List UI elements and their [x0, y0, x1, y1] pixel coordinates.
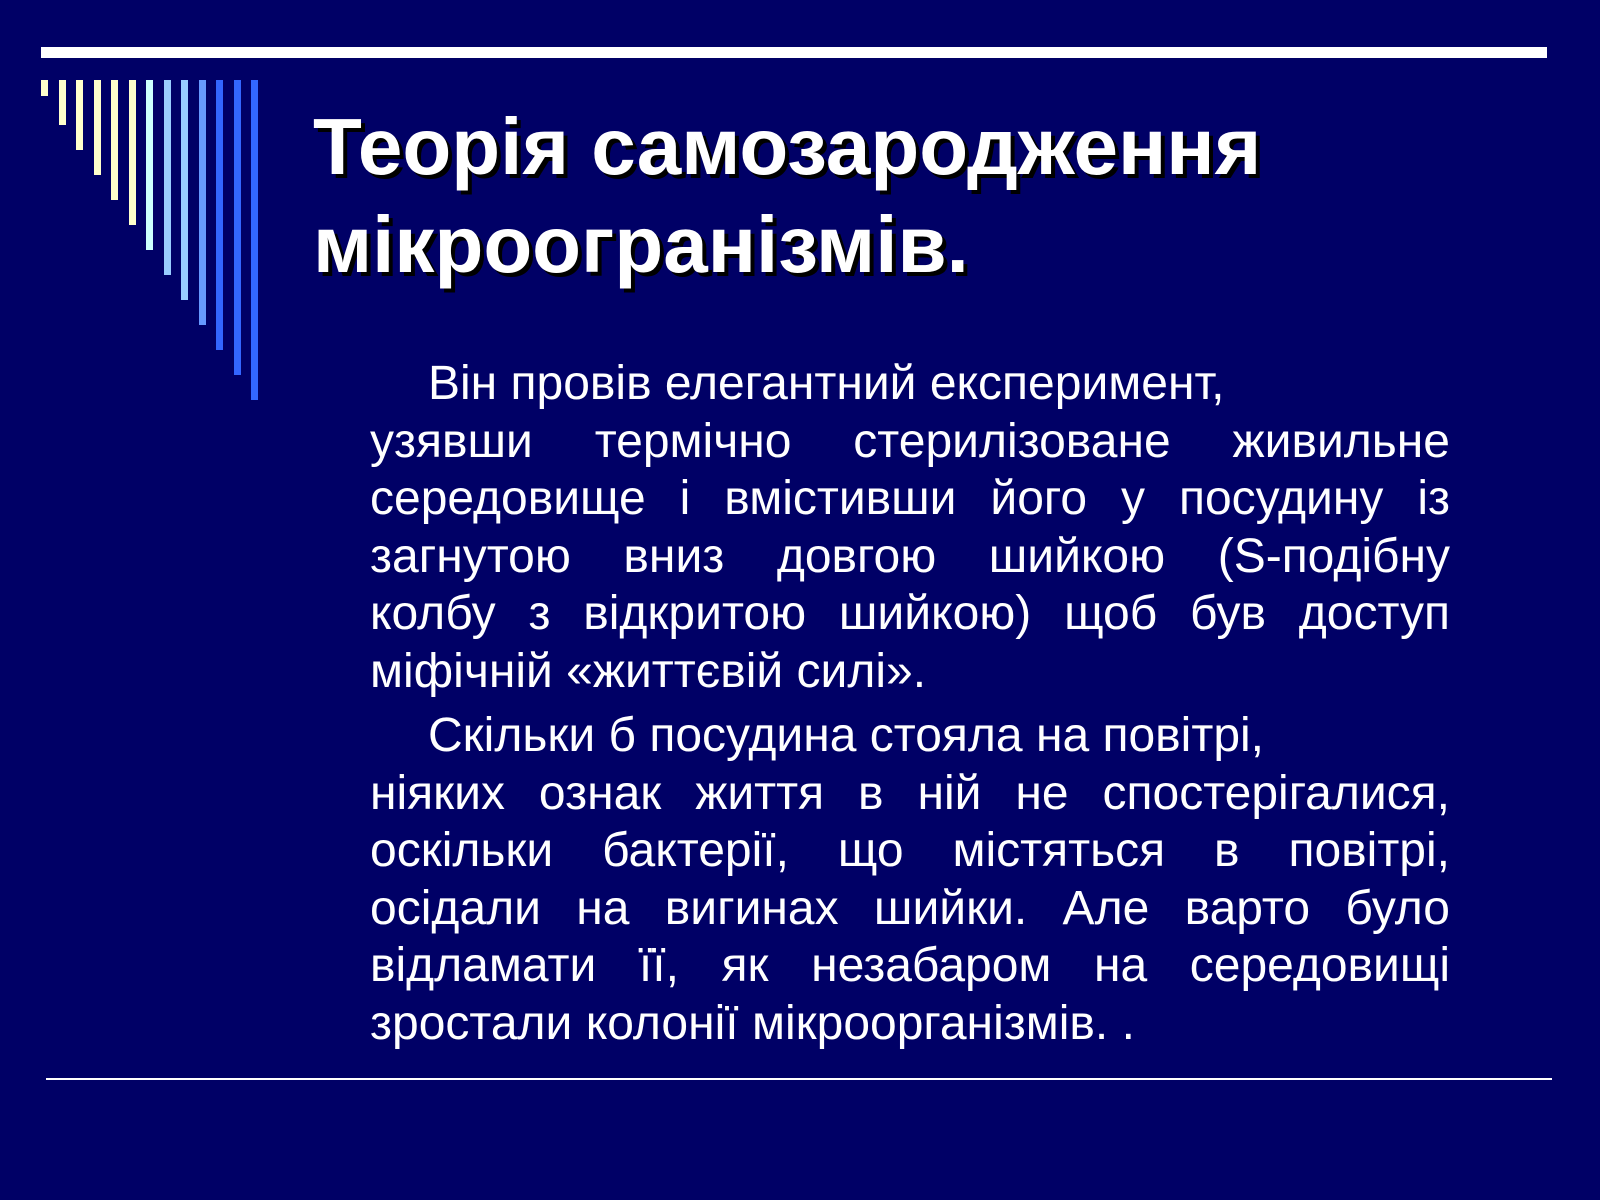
decorative-bar: [41, 80, 48, 96]
decorative-bar: [251, 80, 258, 400]
bottom-rule: [46, 1078, 1552, 1080]
decorative-bar: [164, 80, 171, 275]
decorative-bar: [129, 80, 136, 225]
paragraph-line: колбу з відкритою шийкою) щоб був доступ: [370, 587, 1450, 640]
title-line-1: Теорія самозародження: [313, 102, 1262, 191]
decorative-bar: [181, 80, 188, 300]
paragraph-line: середовище і вмістивши його у посудину із: [370, 472, 1450, 525]
paragraph-line: Скільки б посудина стояла на повітрі,: [428, 709, 1265, 762]
paragraph-1: [370, 355, 1450, 700]
paragraph-line: оскільки бактерії, що містяться в повітрі,: [370, 824, 1450, 877]
decorative-bar: [146, 80, 153, 250]
decorative-bars: [0, 0, 270, 330]
decorative-bar: [234, 80, 241, 375]
decorative-bar: [59, 80, 66, 125]
paragraph-line: Він провів елегантний експеримент,: [428, 357, 1225, 410]
decorative-bar: [216, 80, 223, 350]
decorative-bar: [94, 80, 101, 175]
paragraph-line: узявши термічно стерилізоване живильне: [370, 414, 1450, 468]
paragraph-line: міфічній «життєвій силі».: [370, 644, 927, 698]
decorative-bar: [199, 80, 206, 325]
paragraph-line: ніяких ознак життя в ній не спостерігалися,: [370, 766, 1450, 820]
paragraph-line: відламати її, як незабаром на середовищі: [370, 939, 1450, 992]
paragraph-line: загнутою вниз довгою шийкою (S-подібну: [370, 529, 1450, 583]
paragraph-2: [370, 707, 1450, 1052]
slide-body: [370, 355, 1450, 1059]
decorative-bar: [111, 80, 118, 200]
paragraph-line: зростали колонії мікроорганізмів. .: [370, 996, 1135, 1050]
title-line-2: мікроогранізмів.: [313, 200, 969, 289]
decorative-bar: [76, 80, 83, 150]
paragraph-line: осідали на вигинах шийки. Але варто було: [370, 881, 1450, 935]
slide-title: [313, 98, 1563, 294]
